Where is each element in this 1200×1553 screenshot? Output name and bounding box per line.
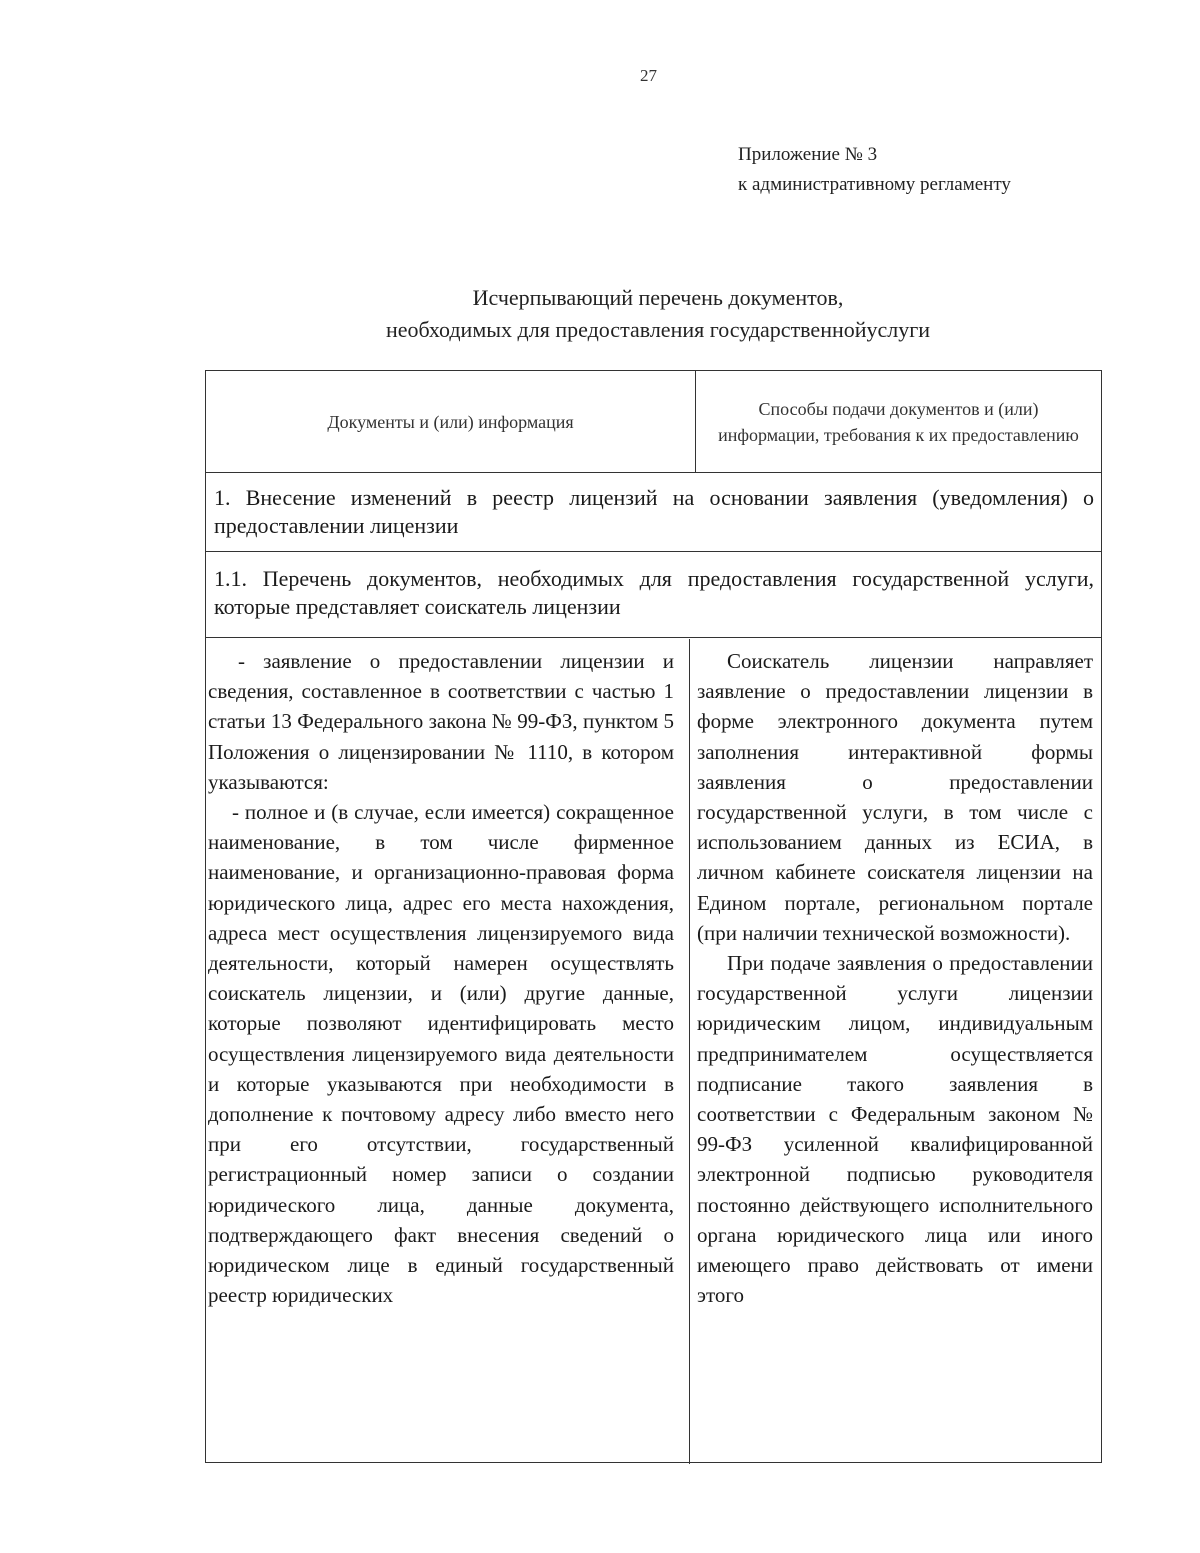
application-item: - заявление о предоставлении лицензии и сведения, составленное в соответствии с частью 1 статьи 13 Федерального закона № 99-ФЗ, пунктом 5 Положения о лицензировании № 1110, в котором указываются: (208, 649, 674, 794)
appendix-line-1: Приложение № 3 (738, 144, 878, 165)
page-number: 27 (640, 66, 657, 85)
document-title (200, 282, 1116, 346)
submission-cell (697, 646, 1093, 1310)
documents-cell (208, 646, 674, 1310)
row-divider (206, 472, 1101, 473)
name-item: - полное и (в случае, если имеется) сокращенное наименование, в том числе фирменное наименование, и организационно-правовая форма юридического лица, адрес его места нахождения, адреса мест осуществления лицензируемого вида деятельности, который намерен осуществлять соискатель лицензии, и (или) другие данные, которые позволяют идентифицировать место осуществления лицензируемого вида деятельности и которые указываются при необходимости в дополнение к почтовому адресу либо вместо него при его отсутствии, государственный регистрационный номер записи о создании юридического лица, данные документа, подтверждающего факт внесения сведений о юридическом лице в единый государственный реестр юридических (208, 800, 674, 1308)
appendix-note (738, 140, 1011, 200)
submission-paragraph-2: При подаче заявления о предоставлении государственной услуги лицензии юридическим лицом, индивидуальным предпринимателем осуществляется подписание такого заявления в соответствии с Федеральным законом № 99-ФЗ усиленной квалифицированной электронной подписью руководителя постоянно действующего исполнительного органа юридического лица или иного имеющего право действовать от имени этого (697, 951, 1093, 1308)
header-submission-methods: Способы подачи документов и (или) информации, требования к их предоставлению (718, 398, 1079, 445)
section-1-heading: 1. Внесение изменений в реестр лицензий на основании заявления (уведомления) о предоставлении лицензии (214, 485, 1094, 538)
row-divider (206, 551, 1101, 552)
documents-table (205, 370, 1102, 1463)
header-documents: Документы и (или) информация (206, 371, 696, 472)
submission-paragraph-1: Соискатель лицензии направляет заявление о предоставлении лицензии в форме электронного документа путем заполнения интерактивной формы заявления о предоставлении государственной услуги, в том числе с использованием данных из ЕСИА, в личном кабинете соискателя лицензии на Едином портале, региональном портале (при наличии технической возможности). (697, 649, 1093, 945)
title-line-2: необходимых для предоставления государственнойуслуги (385, 317, 931, 342)
section-1-1-heading: 1.1. Перечень документов, необходимых для предоставления государственной услуги, которые представляет соискатель лицензии (214, 566, 1094, 619)
title-line-1: Исчерпывающий перечень документов, (472, 285, 844, 310)
column-divider (689, 639, 690, 1464)
row-divider (206, 637, 1101, 638)
appendix-line-2: к административному регламенту (738, 174, 1011, 195)
